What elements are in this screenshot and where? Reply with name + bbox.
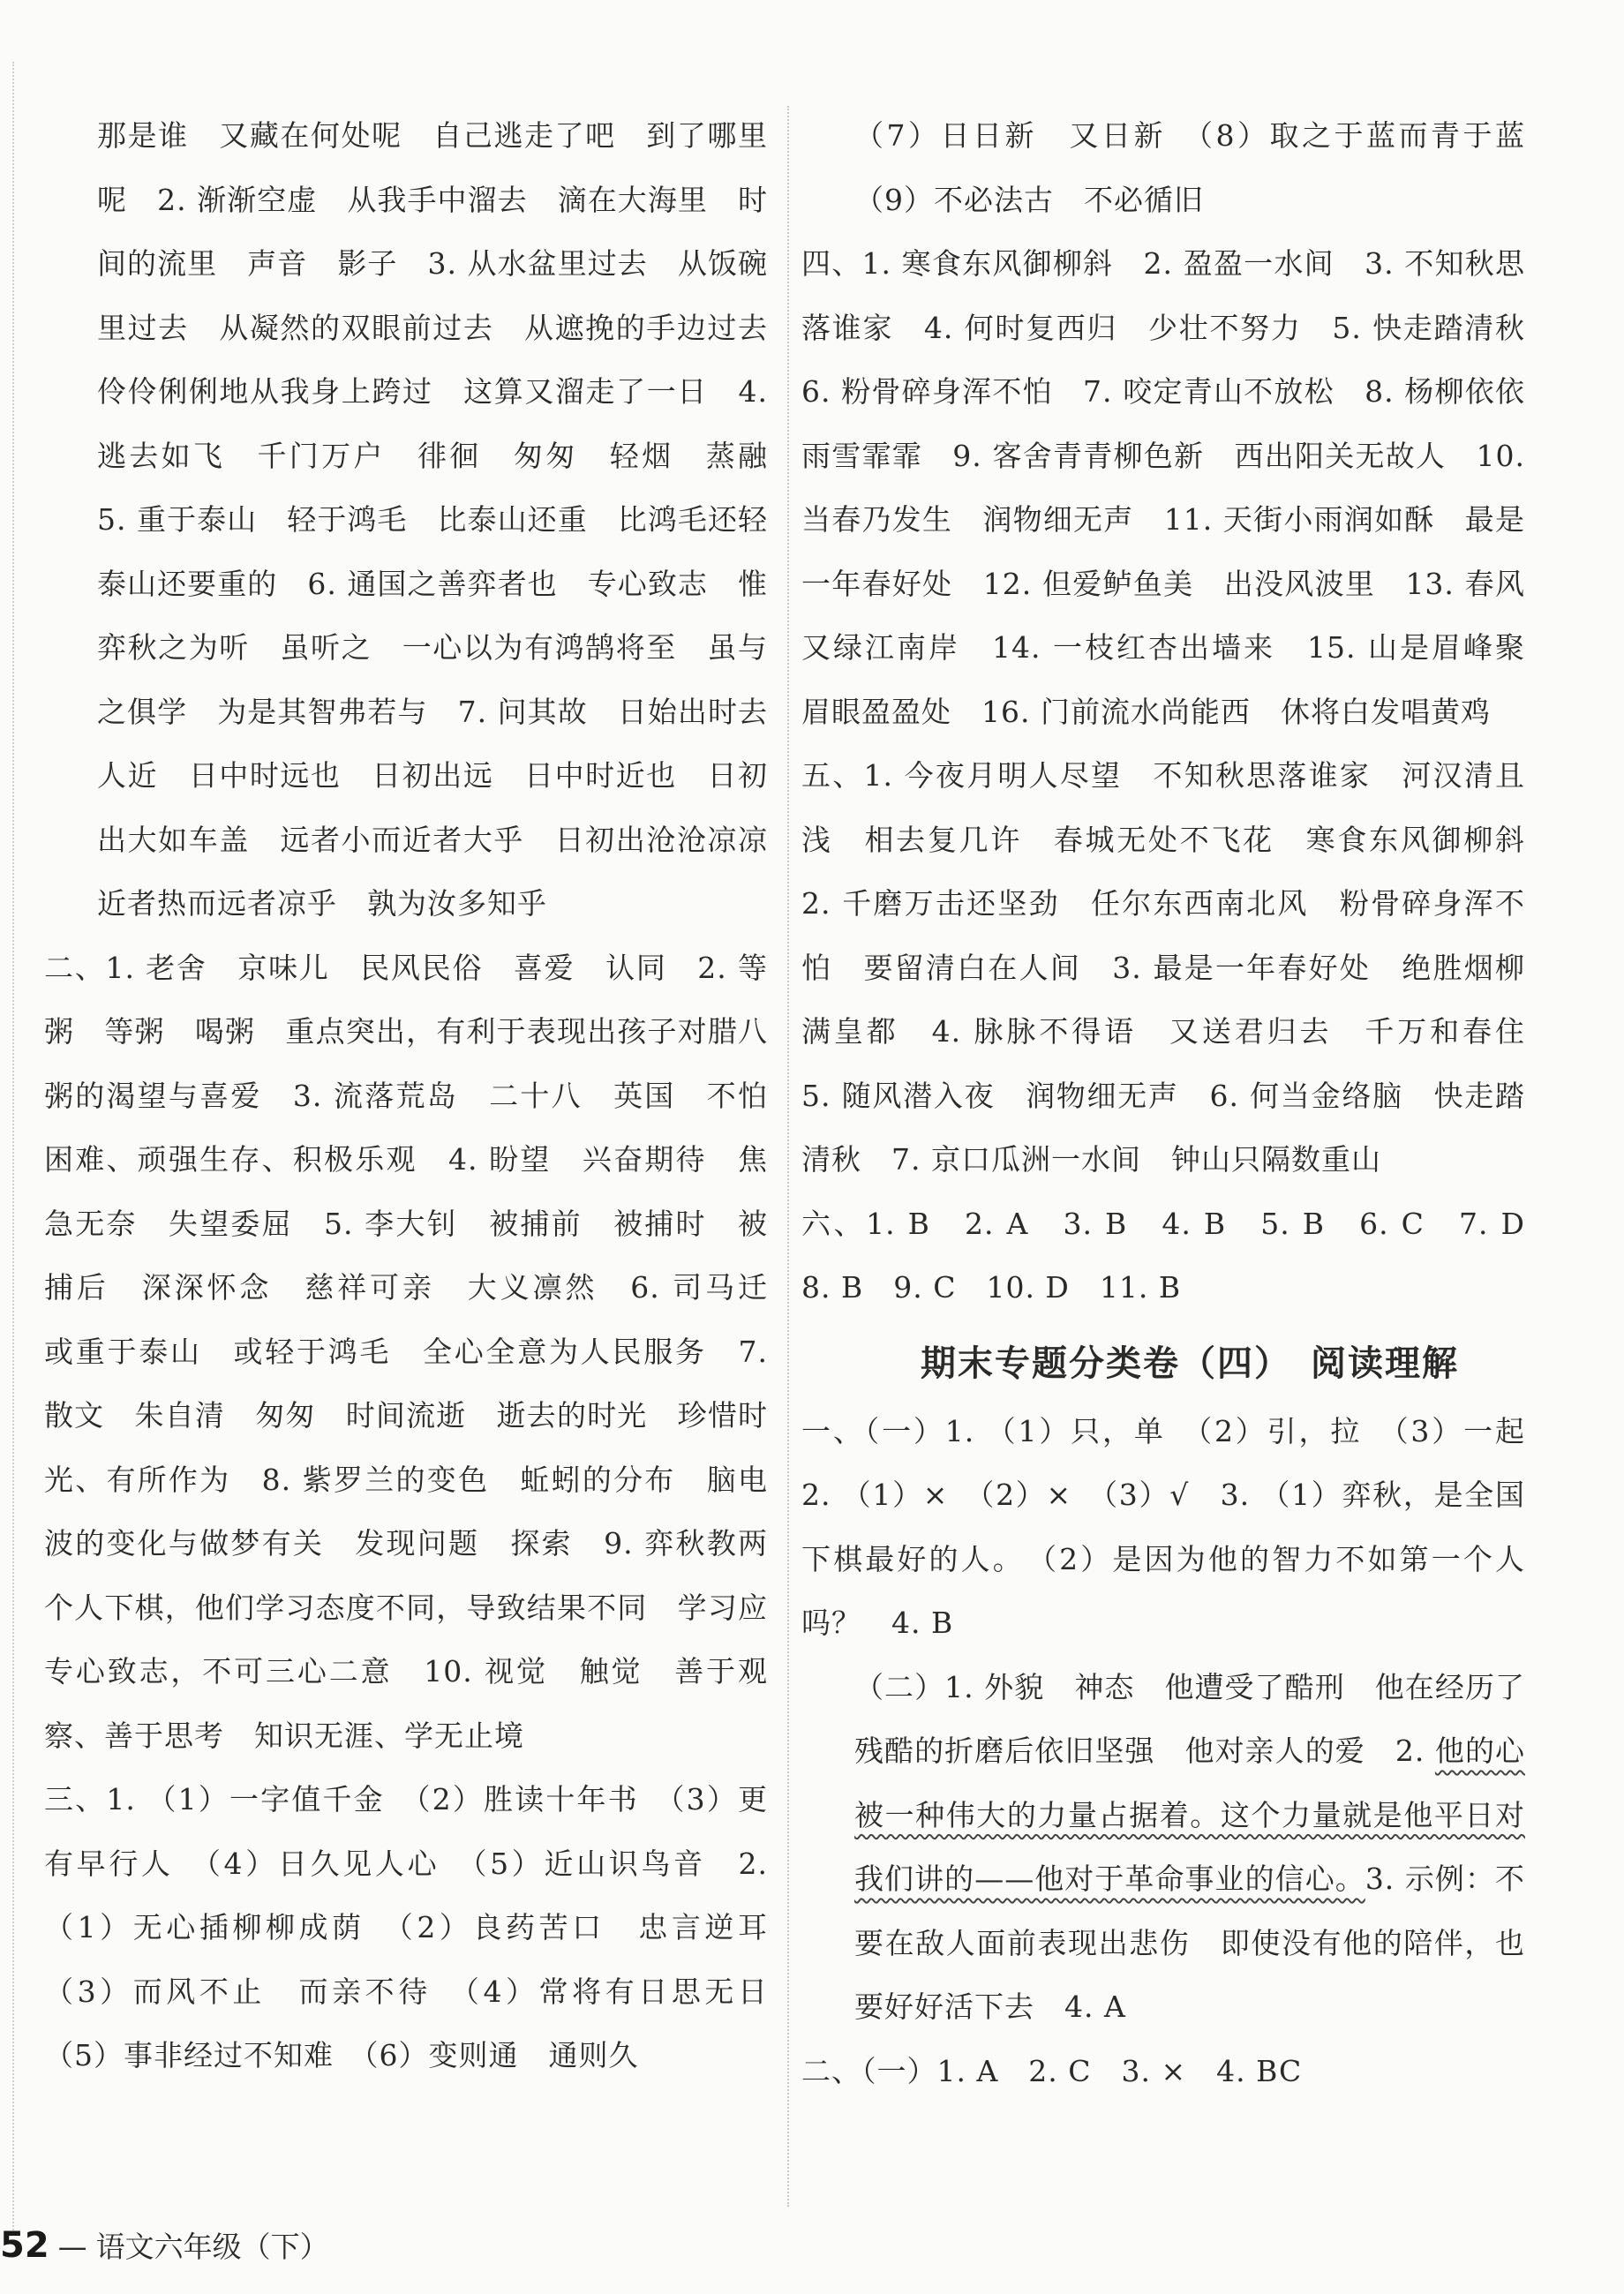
page-edge-margin (12, 62, 14, 2233)
answer-block-6: 五、1. 今夜月明人尽望 不知秋思落谁家 河汉清且浅 相去复几许 春城无处不飞花 寒食东风御柳斜 2. 千磨万击还坚劲 任尔东西南北风 粉骨碎身浑不怕 要留清白在人间 3. 最是一年春好处 绝胜烟柳满皇都 4. 脉脉不得语 又送君归去 千万和春住 5. 随风潜入夜 润物细无声 6. 何当金络脑 快走踏清秋 7. 京口瓜洲一水间 钟山只隔数重山 (801, 758, 1555, 1177)
right-column (801, 104, 1555, 2103)
answer-block-7: 六、1. B 2. A 3. B 4. B 5. B 6. C 7. D 8. B 9. C 10. D 11. B (801, 1206, 1555, 1305)
section-title: 期末专题分类卷（四） 阅读理解 (921, 1343, 1459, 1384)
page-number: 52 (0, 2225, 49, 2266)
page-footer (0, 2224, 329, 2266)
reading-answer-2 (854, 1656, 1525, 2040)
footer-dash: — (57, 2230, 87, 2264)
reading-answer-2-end: 3. 示例：不要在敌人面前表现出悲伤 即使没有他的陪伴，也要好好活下去 4. A (854, 1862, 1525, 2024)
answer-block-5: 四、1. 寒食东风御柳斜 2. 盈盈一水间 3. 不知秋思落谁家 4. 何时复西归 少壮不努力 5. 快走踏清秋 6. 粉骨碎身浑不怕 7. 咬定青山不放松 8. 杨柳依依 雨雪霏霏 9. 客舍青青柳色新 西出阳关无故人 10. 当春乃发生 润物细无声 11. 天街小雨润如酥 最是一年春好处 12. 但爱鲈鱼美 出没风波里 13. 春风又绿江南岸 14. 一枝红杏出墙来 15. 山是眉峰聚 眉眼盈盈处 16. 门前流水尚能西 休将白发唱黄鸡 (801, 246, 1555, 729)
left-column (44, 104, 798, 2088)
reading-answer-1: 一、（一）1. （1）只，单 （2）引，拉 （3）一起 2. （1）× （2）× （3）√ 3. （1）弈秋，是全国下棋最好的人。 （2）是因为他的智力不如第一个人吗？ 4. B (801, 1413, 1555, 1640)
reading-answer-3: 二、（一）1. A 2. C 3. × 4. BC (801, 2053, 1303, 2088)
wavy-underlined-answer: 他的心被一种伟大的力量占据着。这个力量就是他平日对我们讲的——他对于革命事业的信心。 (854, 1734, 1526, 1896)
book-title: 语文六年级（下） (95, 2230, 329, 2264)
answer-block-4: （7）日日新 又日新 （8）取之于蓝而青于蓝 （9）不必法古 不必循旧 (854, 118, 1555, 217)
answer-block-2: 二、1. 老舍 京味儿 民风民俗 喜爱 认同 2. 等粥 等粥 喝粥 重点突出，有利于表现出孩子对腊八粥的渴望与喜爱 3. 流落荒岛 二十八 英国 不怕困难、顽强生存、积极乐观 4. 盼望 兴奋期待 焦急无奈 失望委屈 5. 李大钊 被捕前 被捕时 被捕后 深深怀念 慈祥可亲 大义凛然 6. 司马迁 或重于泰山 或轻于鸿毛 全心全意为人民服务 7. 散文 朱自清 匆匆 时间流逝 逝去的时光 珍惜时光、有所作为 8. 紫罗兰的变色 蚯蚓的分布 脑电波的变化与做梦有关 发现问题 探索 9. 弈秋教两个人下棋，他们学习态度不同，导致结果不同 学习应专心致志，不可三心二意 10. 视觉 触觉 善于观察、善于思考 知识无涯、学无止境 (44, 950, 798, 1753)
column-divider (787, 106, 789, 2207)
answer-block-1: 那是谁 又藏在何处呢 自己逃走了吧 到了哪里呢 2. 渐渐空虚 从我手中溜去 滴在大海里 时间的流里 声音 影子 3. 从水盆里过去 从饭碗里过去 从凝然的双眼前过去 从遮挽的手边过去 伶伶俐俐地从我身上跨过 这算又溜走了一日 4. 逃去如飞 千门万户 徘徊 匆匆 轻烟 蒸融 5. 重于泰山 轻于鸿毛 比泰山还重 比鸿毛还轻 泰山还要重的 6. 通国之善弈者也 专心致志 惟弈秋之为听 虽听之 一心以为有鸿鹄将至 虽与之俱学 为是其智弗若与 7. 问其故 日始出时去人近 日中时远也 日初出远 日中时近也 日初出大如车盖 远者小而近者大乎 日初出沧沧凉凉 近者热而远者凉乎 孰为汝多知乎 (97, 118, 798, 921)
reading-answer-2-start: （二）1. 外貌 神态 他遭受了酷刑 他在经历了残酷的折磨后依旧坚强 他对亲人的爱 2. (854, 1669, 1525, 1768)
answer-block-3: 三、1. （1）一字值千金 （2）胜读十年书 （3）更有早行人 （4）日久见人心 （5）近山识鸟音 2. （1）无心插柳柳成荫 （2）良药苦口 忠言逆耳 （3）而风不止 而亲不待 （4）常将有日思无日 （5）事非经过不知难 （6）变则通 通则久 (44, 1782, 798, 2072)
